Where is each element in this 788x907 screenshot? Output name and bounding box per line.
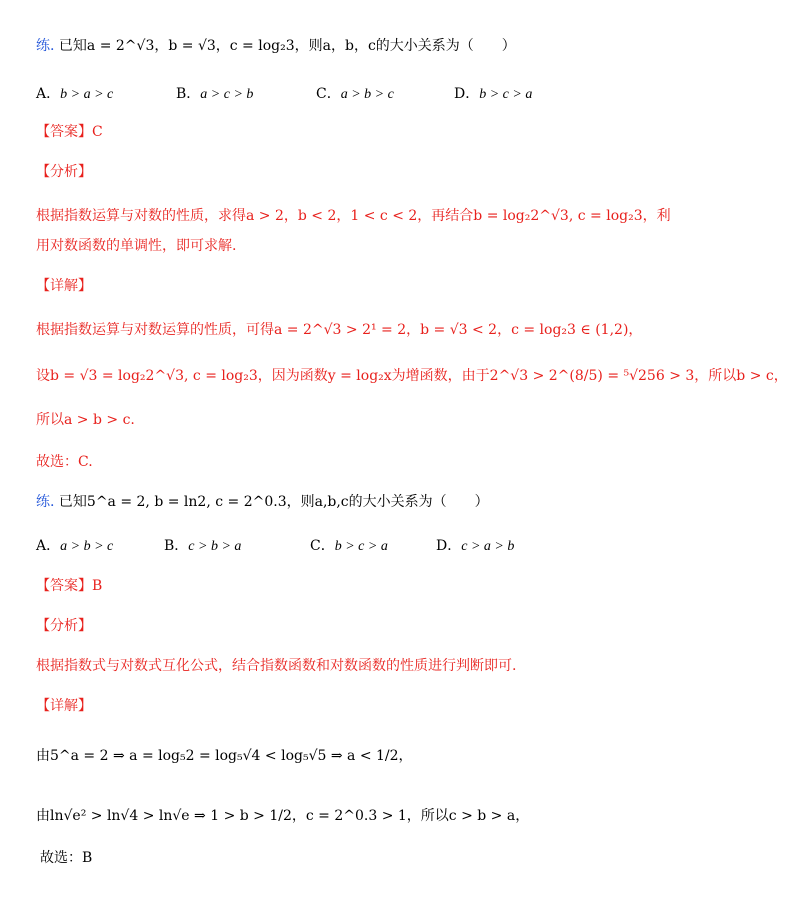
q2-choice: 故选：B — [40, 850, 93, 866]
q2-detail-tag: 【详解】 — [36, 698, 92, 714]
q1-detail-line3: 所以a > b > c. — [36, 412, 135, 428]
q1-option-b[interactable]: B．a > c > b — [176, 86, 254, 102]
q1-detail-line1: 根据指数运算与对数运算的性质，可得a = 2^√3 > 2¹ = 2，b = √3 < 2，c = log₂3 ∈ (1,2)， — [36, 322, 643, 338]
q2-detail-line1: 由5^a = 2 ⇒ a = log₅2 = log₅√4 < log₅√5 ⇒ a < 1/2， — [36, 748, 413, 764]
q2-option-d[interactable]: D．c > a > b — [436, 538, 515, 554]
q2-detail-line2: 由ln√e² > ln√4 > ln√e ⇒ 1 > b > 1/2，c = 2^0.3 > 1，所以c > b > a， — [36, 808, 530, 824]
q2-analysis-tag: 【分析】 — [36, 618, 92, 634]
q1-analysis-tag: 【分析】 — [36, 164, 92, 180]
q1-analysis-line2: 用对数函数的单调性，即可求解. — [36, 238, 237, 254]
q1-option-c[interactable]: C．a > b > c — [316, 86, 394, 102]
q2-option-b[interactable]: B．c > b > a — [164, 538, 242, 554]
q2-stem-text: 已知5^a = 2, b = ln2, c = 2^0.3，则a,b,c的大小关系为（ ） — [58, 494, 489, 510]
q2-answer-value: B — [92, 578, 103, 594]
q1-answer-tag: 【答案】 — [36, 124, 92, 140]
q1-stem-text: 已知a = 2^√3，b = √3，c = log₂3，则a，b，c的大小关系为（ ） — [58, 38, 516, 54]
q1-detail-line2: 设b = √3 = log₂2^√3, c = log₂3，因为函数y = log₂x为增函数，由于2^√3 > 2^(8/5) = ⁵√256 > 3，所以b > c， — [36, 368, 788, 384]
q1-answer — [36, 122, 103, 142]
q1-detail-tag: 【详解】 — [36, 278, 92, 294]
q1-option-d[interactable]: D．b > c > a — [454, 86, 533, 102]
q2-analysis-line1: 根据指数式与对数式互化公式，结合指数函数和对数函数的性质进行判断即可. — [36, 658, 517, 674]
q1-stem — [36, 36, 516, 56]
q2-option-a[interactable]: A．a > b > c — [36, 538, 114, 554]
q2-stem — [36, 492, 489, 512]
q1-label: 练. — [36, 38, 55, 54]
q1-option-a[interactable]: A．b > a > c — [36, 86, 114, 102]
q2-answer-tag: 【答案】 — [36, 578, 92, 594]
q1-analysis-line1: 根据指数运算与对数的性质，求得a > 2，b < 2，1 < c < 2，再结合b = log₂2^√3, c = log₂3，利 — [36, 208, 671, 224]
q2-label: 练. — [36, 494, 55, 510]
q2-answer — [36, 576, 102, 596]
q1-choice: 故选：C. — [36, 454, 93, 470]
q1-answer-value: C — [92, 124, 103, 140]
q2-option-c[interactable]: C．b > c > a — [310, 538, 388, 554]
